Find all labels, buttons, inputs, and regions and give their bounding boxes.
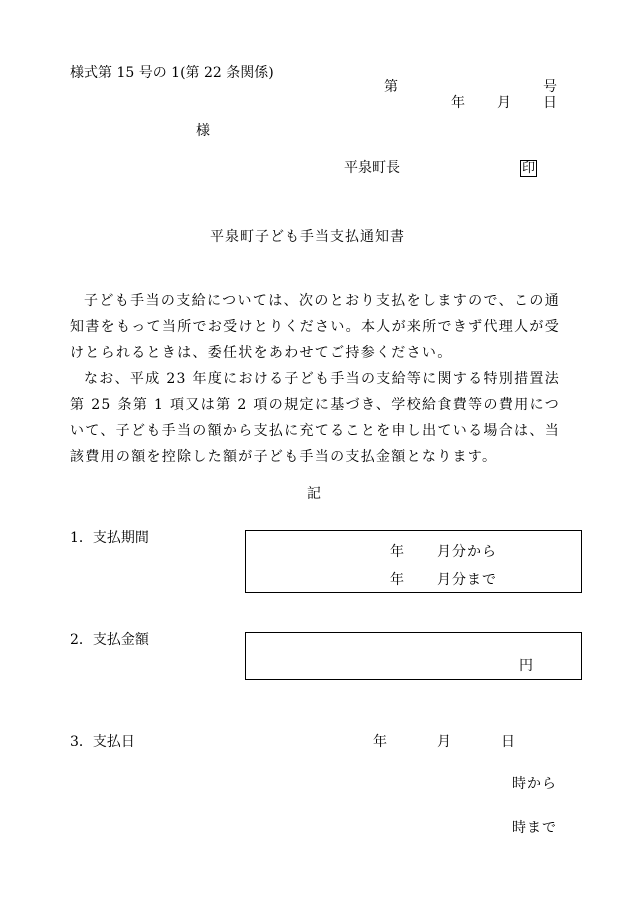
- body-paragraph-1: 子ども手当の支給については、次のとおり支払をしますので、この通知書をもって当所でお受けとりください。本人が来所できず代理人が受けとられるときは、委任状をあわせてご持参ください。: [70, 293, 560, 361]
- period-from-year: 年: [390, 544, 404, 560]
- period-to-year: 年: [390, 572, 404, 588]
- payment-date-label: 3．支払日: [70, 734, 135, 750]
- amount-unit: 円: [519, 658, 533, 674]
- payment-date-year: 年: [373, 734, 387, 750]
- ki-heading: 記: [307, 486, 321, 502]
- body-text: [70, 288, 560, 470]
- form-label: 様式第 15 号の 1(第 22 条関係): [70, 65, 274, 81]
- seal-label: 印: [522, 161, 536, 176]
- body-paragraph-2: なお、平成 23 年度における子ども手当の支給等に関する特別措置法第 25 条第 1 項又は第 2 項の規定に基づき、学校給食費等の費用について、子ども手当の額から支払に充てることを申し出ている場合は、当該費用の額を控除した額が子ども手当の支払金額となります。: [70, 371, 560, 465]
- date-year: 年: [451, 95, 465, 111]
- document-number-suffix: 号: [543, 79, 557, 95]
- payment-time-to: 時まで: [512, 820, 557, 836]
- document-title: 平泉町子ども手当支払通知書: [210, 229, 405, 245]
- recipient-suffix: 様: [196, 123, 210, 139]
- payment-date-day: 日: [501, 734, 515, 750]
- period-from-month: 月分から: [437, 544, 497, 560]
- date-month: 月: [497, 95, 511, 111]
- issuer-name: 平泉町長: [344, 160, 400, 176]
- date-day: 日: [543, 95, 557, 111]
- period-to-month: 月分まで: [437, 572, 497, 588]
- payment-amount-label: 2．支払金額: [70, 632, 149, 648]
- payment-time-from: 時から: [512, 776, 557, 792]
- document-number-prefix: 第: [384, 79, 398, 95]
- payment-period-box: [245, 530, 582, 593]
- seal-mark: [520, 160, 537, 177]
- payment-period-label: 1．支払期間: [70, 530, 149, 546]
- payment-date-month: 月: [437, 734, 451, 750]
